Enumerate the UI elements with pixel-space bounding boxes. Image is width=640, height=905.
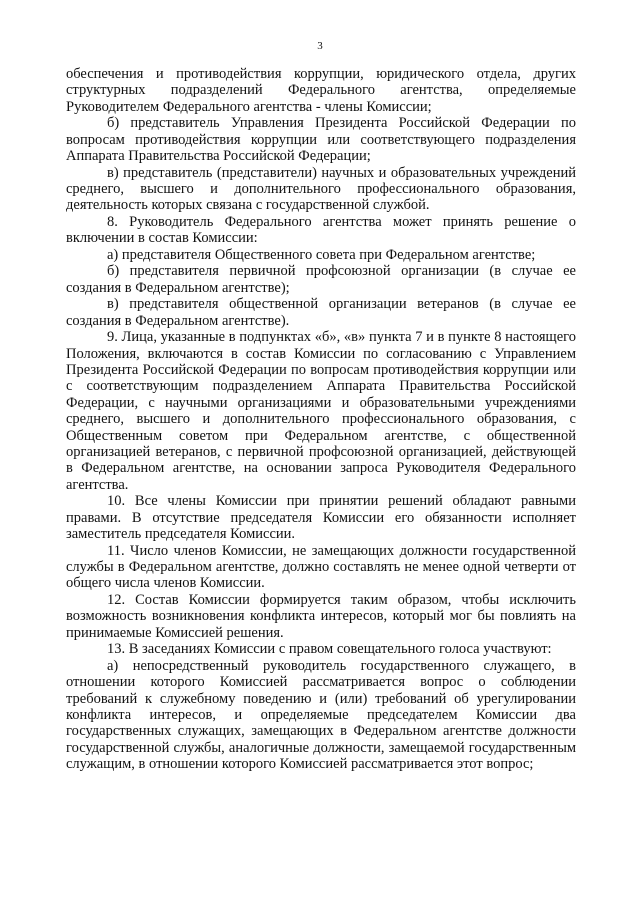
paragraph: 9. Лица, указанные в подпунктах «б», «в» пункта 7 и в пункте 8 настоящего Положения, включаются в состав Комиссии по согласованию с Управлением Президента Российской Федерации по вопросам противодействия коррупции или с соответствующим подразделением Аппарата Правительства Российской Федерации, с научными организациями и образовательными учреждениями среднего, высшего и дополнительного профессионального образования, с Общественным советом при Федеральном агентстве, с общественной организацией ветеранов, с первичной профсоюзной организацией, действующей в Федеральном агентстве, на основании запроса Руководителя Федерального агентства. (66, 329, 576, 493)
page-number: 3 (317, 40, 323, 52)
paragraph: 12. Состав Комиссии формируется таким образом, чтобы исключить возможность возникновения конфликта интересов, который мог бы повлиять на принимаемые Комиссией решения. (66, 591, 576, 641)
paragraph: в) представитель (представители) научных и образовательных учреждений среднего, высшего и дополнительного профессионального образования, деятельность которых связана с государственной службой. (66, 164, 576, 214)
paragraph: а) непосредственный руководитель государственного служащего, в отношении которого Комиссией рассматривается вопрос о соблюдении требований к служебному поведению и (или) требований об урегулировании конфликта интересов, и определяемые председателем Комиссии два государственных служащих, замещающих в Федеральном агентстве должности государственной службы, аналогичные должности, замещаемой государственным служащим, в отношении которого Комиссией рассматривается этот вопрос; (66, 657, 576, 773)
document-body (66, 66, 576, 773)
paragraph: 10. Все члены Комиссии при принятии решений обладают равными правами. В отсутствие председателя Комиссии его обязанности исполняет заместитель председателя Комиссии. (66, 493, 576, 543)
paragraph: 8. Руководитель Федерального агентства может принять решение о включении в состав Комиссии: (66, 213, 576, 247)
paragraph: 11. Число членов Комиссии, не замещающих должности государственной службы в Федеральном агентстве, должно составлять не менее одной четверти от общего числа членов Комиссии. (66, 542, 576, 592)
paragraph: 13. В заседаниях Комиссии с правом совещательного голоса участвуют: (107, 641, 552, 658)
paragraph: б) представитель Управления Президента Российской Федерации по вопросам противодействия коррупции или соответствующего подразделения Аппарата Правительства Российской Федерации; (66, 115, 576, 165)
paragraph: обеспечения и противодействия коррупции, юридического отдела, других структурных подразделений Федерального агентства, определяемые Руководителем Федерального агентства - члены Комиссии; (66, 66, 576, 115)
paragraph: б) представителя первичной профсоюзной организации (в случае ее создания в Федеральном агентстве); (66, 263, 576, 296)
paragraph: а) представителя Общественного совета при Федеральном агентстве; (107, 246, 536, 263)
paragraph: в) представителя общественной организации ветеранов (в случае ее создания в Федеральном агентстве). (66, 296, 576, 329)
